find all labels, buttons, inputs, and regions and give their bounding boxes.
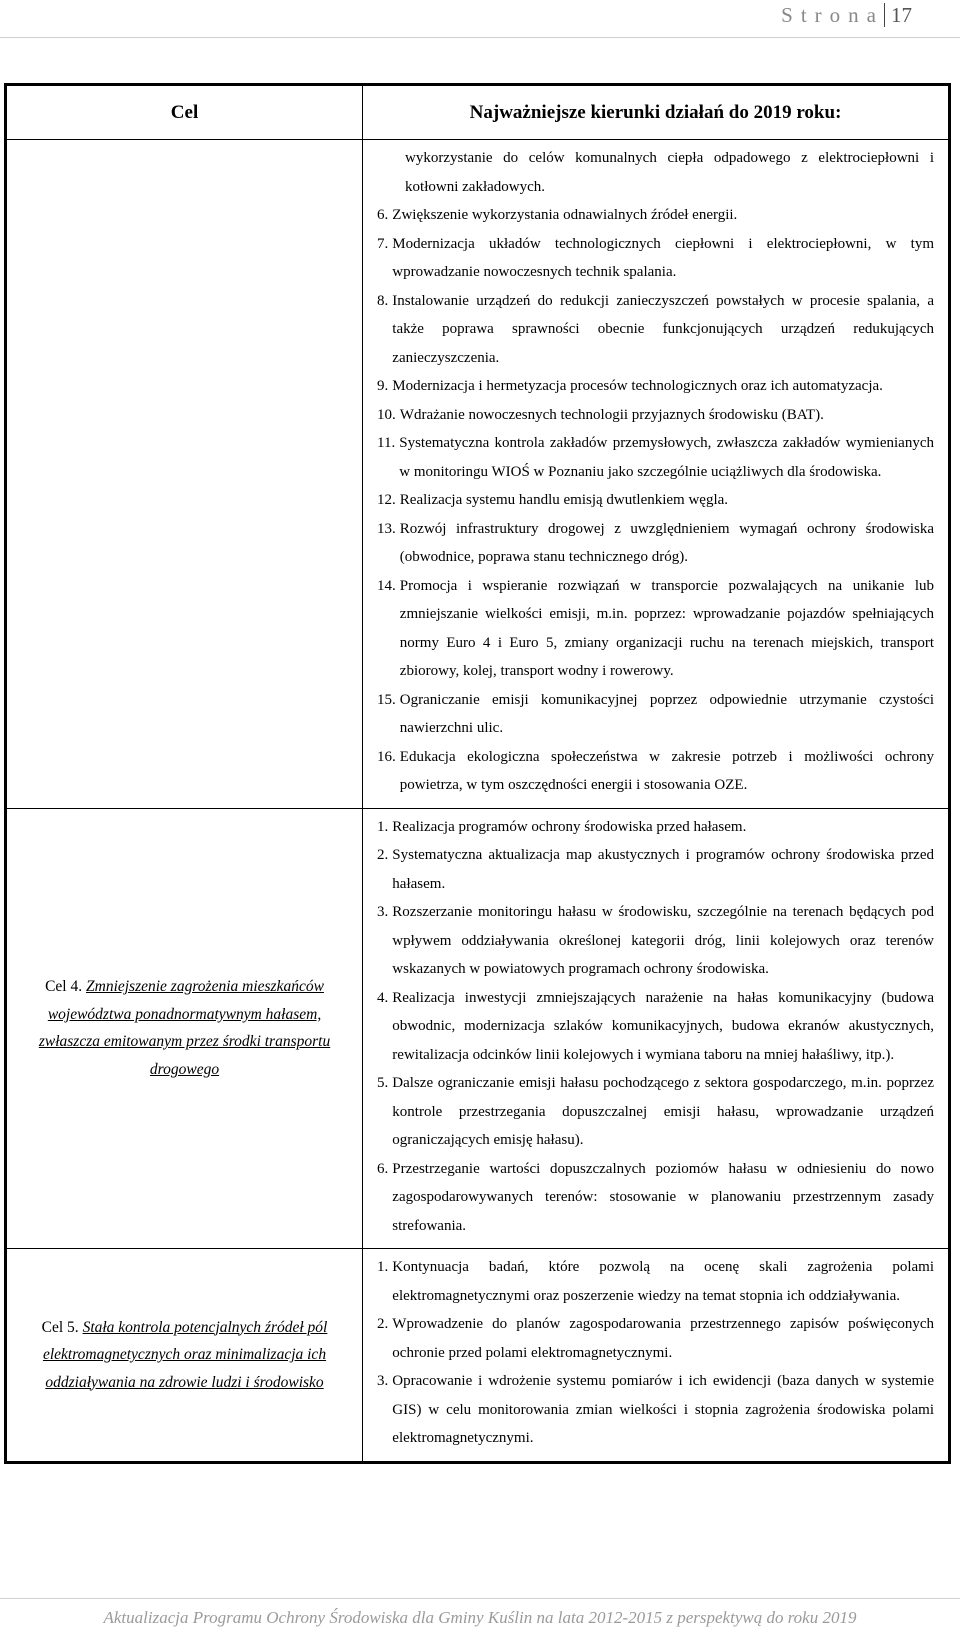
goals-table — [4, 83, 951, 1464]
goal-4-text — [7, 973, 362, 1083]
directions-cell — [363, 1249, 950, 1463]
page-footer: Aktualizacja Programu Ochrony Środowiska dla Gminy Kuślin na lata 2012-2015 z perspektywą do roku 2019 — [103, 1608, 857, 1627]
directions-cell — [363, 140, 950, 809]
list-item: 2. Systematyczna aktualizacja map akustycznych i programów ochrony środowiska przed hałasem. — [377, 847, 934, 892]
goal-cell — [6, 1249, 363, 1463]
list-item: 9. Modernizacja i hermetyzacja procesów technologicznych oraz ich automatyzacja. — [377, 378, 883, 394]
goal-title: Zmniejszenie zagrożenia mieszkańców — [86, 978, 324, 996]
list-item: 6. Zwiększenie wykorzystania odnawialnych źródeł energii. — [377, 207, 738, 223]
list-item: 13. Rozwój infrastruktury drogowej z uwzględnieniem wymagań ochrony środowiska (obwodnice, poprawa stanu technicznego dróg). — [377, 520, 934, 565]
list-item: wykorzystanie do celów komunalnych ciepła odpadowego z elektrociepłowni i kotłowni zakładowych. — [405, 150, 934, 195]
directions-list — [363, 809, 948, 1249]
page-separator — [884, 3, 885, 27]
list-item: 5. Dalsze ograniczanie emisji hałasu pochodzącego z sektora gospodarczego, m.in. poprzez kontrole przestrzegania dopuszczalnej emisji hałasu, wprowadzanie urządzeń ograniczających emisję hałasu). — [377, 1075, 934, 1148]
list-item: 12. Realizacja systemu handlu emisją dwutlenkiem węgla. — [377, 492, 729, 508]
list-item: 1. Kontynuacja badań, które pozwolą na ocenę skali zagrożenia polami elektromagnetycznymi oraz poszerzenie wiedzy na temat stopnia ich oddziaływania. — [377, 1259, 934, 1304]
directions-list — [363, 140, 948, 808]
list-item: 14. Promocja i wspieranie rozwiązań w transporcie pozwalających na unikanie lub zmniejszanie wielkości emisji, m.in. poprzez: wprowadzanie pojazdów spełniających normy Euro 4 i Euro 5, zmiany organizacji ruchu na terenach miejskich, transport zbiorowy, kolej, transport wodny i rowerowy. — [377, 577, 934, 679]
list-item: 15. Ograniczanie emisji komunikacyjnej poprzez odpowiednie utrzymanie czystości nawierzchni ulic. — [377, 691, 934, 736]
directions-cell — [363, 808, 950, 1249]
goal-title-rest: województwa ponadnormatywnym hałasem, zwłaszcza emitowanym przez środki transportu drogowego — [38, 1005, 331, 1078]
header-divider — [0, 37, 960, 38]
list-item: 8. Instalowanie urządzeń do redukcji zanieczyszczeń powstałych w procesie spalania, a także poprawa sprawności obecnie funkcjonujących urządzeń redukujących zanieczyszczenia. — [377, 292, 934, 366]
table-row — [6, 808, 950, 1249]
list-item: 1. Realizacja programów ochrony środowiska przed hałasem. — [377, 818, 747, 835]
column-header-directions: Najważniejsze kierunki działań do 2019 roku: — [363, 85, 950, 140]
table-header-row — [6, 85, 950, 140]
goal-title: Stała kontrola potencjalnych źródeł pól — [82, 1318, 328, 1336]
table-row — [6, 140, 950, 809]
list-item: 7. Modernizacja układów technologicznych ciepłowni i elektrociepłowni, w tym wprowadzanie nowoczesnych technik spalania. — [377, 235, 934, 280]
column-header-goal: Cel — [6, 85, 363, 140]
goal-label: Cel 5. — [41, 1318, 79, 1336]
goal-title-rest: elektromagnetycznych oraz minimalizacja ich oddziaływania na zdrowie ludzi i środowisko — [42, 1346, 327, 1391]
table-row — [6, 1249, 950, 1463]
goal-5-text — [7, 1314, 362, 1397]
list-item: 2. Wprowadzenie do planów zagospodarowania przestrzennego zapisów poświęconych ochronie przed polami elektromagnetycznymi. — [377, 1316, 934, 1361]
list-item: 3. Opracowanie i wdrożenie systemu pomiarów i ich ewidencji (baza danych w systemie GIS) w celu monitorowania zmian wielkości i stopnia zagrożenia środowiska polami elektromagnetycznymi. — [377, 1373, 934, 1446]
list-item: 6. Przestrzeganie wartości dopuszczalnych poziomów hałasu w odniesieniu do nowo zagospodarowywanych terenów: stosowanie w planowaniu przestrzennym zasady strefowania. — [377, 1160, 934, 1234]
list-item: 3. Rozszerzanie monitoringu hałasu w środowisku, szczególnie na terenach będących pod wpływem oddziaływania określonej kategorii dróg, linii kolejowych oraz terenów wskazanych w powiatowych programach ochrony środowiska. — [377, 904, 934, 977]
page-number: 17 — [891, 2, 912, 27]
goal-cell-empty — [6, 140, 363, 809]
page-label: Strona — [781, 2, 884, 27]
list-item: 16. Edukacja ekologiczna społeczeństwa w zakresie potrzeb i możliwości ochrony powietrza, w tym oszczędności energii i stosowania OZE. — [377, 748, 934, 793]
footer-divider — [0, 1598, 960, 1599]
goal-cell — [6, 808, 363, 1249]
list-item: 10. Wdrażanie nowoczesnych technologii przyjaznych środowisku (BAT). — [377, 406, 824, 423]
directions-list — [363, 1249, 948, 1461]
page-header — [781, 0, 912, 30]
list-item: 11. Systematyczna kontrola zakładów przemysłowych, zwłaszcza zakładów wymienianych w monitoringu WIOŚ w Poznaniu jako szczególnie uciążliwych dla środowiska. — [377, 435, 934, 480]
list-item: 4. Realizacja inwestycji zmniejszających narażenie na hałas komunikacyjny (budowa obwodnic, modernizacja szlaków komunikacyjnych, budowa ekranów akustycznych, rewitalizacja odcinków linii kolejowych i wymiana taboru na mniej hałaśliwy, itp.). — [377, 989, 934, 1063]
goal-label: Cel 4. — [45, 978, 83, 996]
